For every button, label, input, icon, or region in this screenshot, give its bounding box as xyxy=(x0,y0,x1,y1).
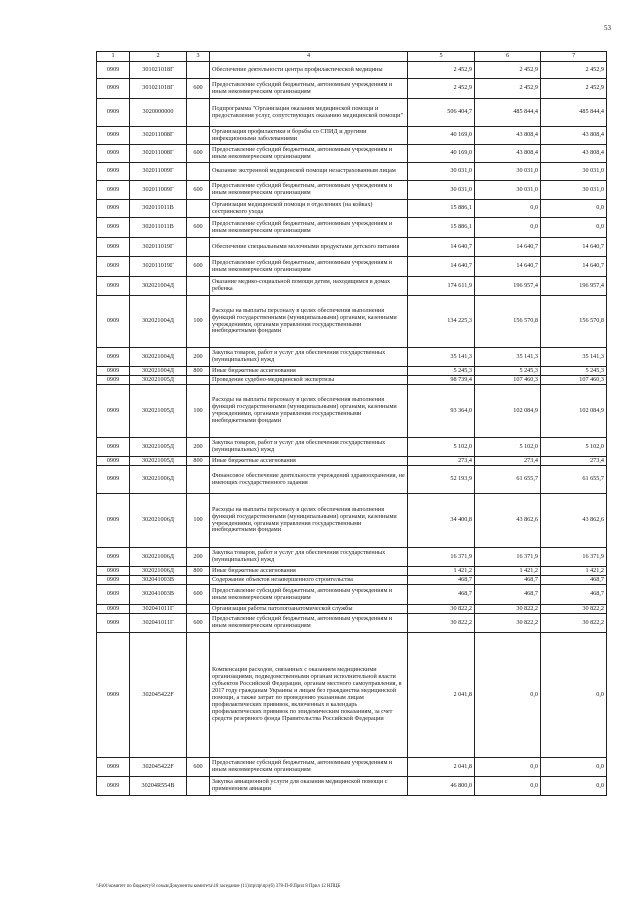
description-cell: Расходы на выплаты персоналу в целях обеспечения выполнения функций государственными (муниципальными) органами, казенными учреждениями, органами управления государственными внебюджетными фондами xyxy=(210,385,408,438)
amount-year3-cell: 485 844,4 xyxy=(541,99,607,127)
table-row xyxy=(97,348,607,367)
description-cell: Закупка товаров, работ и услуг для обеспечения государственных (муниципальных) нужд xyxy=(210,438,408,457)
amount-year2-cell: 0,0 xyxy=(475,200,541,218)
expense-type-cell xyxy=(187,127,210,145)
amount-year2-cell: 0,0 xyxy=(475,633,541,758)
amount-year1-cell: 30 031,0 xyxy=(408,181,475,200)
table-row xyxy=(97,777,607,796)
expense-type-cell: 600 xyxy=(187,181,210,200)
target-article-cell: 302021005Д xyxy=(130,457,187,466)
expense-type-cell: 100 xyxy=(187,494,210,548)
target-article-cell: 302011019Г xyxy=(130,238,187,257)
amount-year2-cell: 61 655,7 xyxy=(475,466,541,494)
amount-year1-cell: 30 031,0 xyxy=(408,163,475,181)
description-cell: Проведение судебно-медицинской экспертизы xyxy=(210,376,408,385)
column-header: 2 xyxy=(130,52,187,62)
description-cell: Расходы на выплаты персоналу в целях обеспечения выполнения функций государственными (муниципальными) органами, казенными учреждениями, органами управления государственными внебюджетными фондами xyxy=(210,494,408,548)
amount-year3-cell: 156 570,8 xyxy=(541,296,607,348)
expense-type-cell: 800 xyxy=(187,567,210,576)
amount-year3-cell: 35 141,3 xyxy=(541,348,607,367)
description-cell: Предоставление субсидий бюджетным, автономным учреждениям и иным некоммерческим организациям xyxy=(210,585,408,605)
expense-type-cell: 600 xyxy=(187,614,210,633)
amount-year3-cell: 196 957,4 xyxy=(541,277,607,296)
amount-year2-cell: 5 245,3 xyxy=(475,367,541,376)
amount-year1-cell: 35 141,3 xyxy=(408,348,475,367)
table-row xyxy=(97,218,607,238)
amount-year1-cell: 34 400,8 xyxy=(408,494,475,548)
description-cell: Содержание объектов незавершенного строительства xyxy=(210,576,408,585)
target-article-cell: 302011009Г xyxy=(130,181,187,200)
table-row xyxy=(97,494,607,548)
amount-year1-cell: 468,7 xyxy=(408,585,475,605)
amount-year1-cell: 2 041,8 xyxy=(408,633,475,758)
expense-type-cell: 200 xyxy=(187,548,210,567)
section-code-cell: 0909 xyxy=(97,200,130,218)
amount-year1-cell: 14 640,7 xyxy=(408,238,475,257)
section-code-cell: 0909 xyxy=(97,438,130,457)
section-code-cell: 0909 xyxy=(97,385,130,438)
description-cell: Закупка товаров, работ и услуг для обеспечения государственных (муниципальных) нужд xyxy=(210,548,408,567)
amount-year3-cell: 30 822,2 xyxy=(541,605,607,614)
expense-type-cell xyxy=(187,376,210,385)
amount-year3-cell: 0,0 xyxy=(541,758,607,777)
amount-year1-cell: 1 421,2 xyxy=(408,567,475,576)
amount-year3-cell: 102 084,9 xyxy=(541,385,607,438)
section-code-cell: 0909 xyxy=(97,277,130,296)
table-row xyxy=(97,79,607,99)
column-header: 4 xyxy=(210,52,408,62)
amount-year1-cell: 273,4 xyxy=(408,457,475,466)
description-cell: Предоставление субсидий бюджетным, автономным учреждениям и иным некоммерческим организациям xyxy=(210,145,408,163)
amount-year2-cell: 1 421,2 xyxy=(475,567,541,576)
amount-year3-cell: 5 245,3 xyxy=(541,367,607,376)
description-cell: Предоставление субсидий бюджетным, автономным учреждениям и иным некоммерческим организациям xyxy=(210,218,408,238)
section-code-cell: 0909 xyxy=(97,567,130,576)
expense-type-cell: 200 xyxy=(187,438,210,457)
table-row xyxy=(97,633,607,758)
section-code-cell: 0909 xyxy=(97,99,130,127)
amount-year3-cell: 0,0 xyxy=(541,218,607,238)
amount-year2-cell: 43 862,6 xyxy=(475,494,541,548)
file-path-footer: \\Fs01\комитет по бюджету\8 созыв\Документы комитета\18 заседание (11)\пр\пр\пр\(б) 378-П-б\Прил 8 Прил 12 НПЦБ xyxy=(96,884,341,889)
expense-type-cell: 800 xyxy=(187,457,210,466)
amount-year3-cell: 0,0 xyxy=(541,200,607,218)
expense-type-cell xyxy=(187,576,210,585)
amount-year2-cell: 30 822,2 xyxy=(475,605,541,614)
amount-year1-cell: 2 452,9 xyxy=(408,79,475,99)
description-cell: Закупка товаров, работ и услуг для обеспечения государственных (муниципальных) нужд xyxy=(210,348,408,367)
amount-year1-cell: 16 371,9 xyxy=(408,548,475,567)
description-cell: Организация медицинской помощи в отделениях (на койках) сестринского ухода xyxy=(210,200,408,218)
target-article-cell: 302041003В xyxy=(130,585,187,605)
section-code-cell: 0909 xyxy=(97,585,130,605)
amount-year2-cell: 35 141,3 xyxy=(475,348,541,367)
amount-year2-cell: 468,7 xyxy=(475,585,541,605)
description-cell: Иные бюджетные ассигнования xyxy=(210,457,408,466)
expense-type-cell xyxy=(187,466,210,494)
description-cell: Компенсация расходов, связанных с оказанием медицинскими организациями, подведомственными органам исполнительной власти субъектов Российской Федерации, органам местного самоуправления, в 2017 году гражданам Украины и лицам без гражданства медицинской помощи, а также затрат по проведению указанным лицам профилактических прививок, включенных в календарь профилактических прививок по эпидемическим показаниям, за счет средств резервного фонда Правительства Российской Федерации xyxy=(210,633,408,758)
description-cell: Предоставление субсидий бюджетным, автономным учреждениям и иным некоммерческим организациям xyxy=(210,614,408,633)
column-header: 3 xyxy=(187,52,210,62)
expense-type-cell: 600 xyxy=(187,145,210,163)
amount-year2-cell: 14 640,7 xyxy=(475,238,541,257)
amount-year3-cell: 2 452,9 xyxy=(541,62,607,79)
target-article-cell: 302041011Г xyxy=(130,614,187,633)
amount-year1-cell: 15 886,1 xyxy=(408,218,475,238)
expense-type-cell xyxy=(187,605,210,614)
amount-year3-cell: 468,7 xyxy=(541,585,607,605)
expense-type-cell: 600 xyxy=(187,218,210,238)
column-header: 5 xyxy=(408,52,475,62)
section-code-cell: 0909 xyxy=(97,367,130,376)
section-code-cell: 0909 xyxy=(97,758,130,777)
section-code-cell: 0909 xyxy=(97,145,130,163)
target-article-cell: 302021004Д xyxy=(130,277,187,296)
description-cell: Организация работы патологоанатомической службы xyxy=(210,605,408,614)
section-code-cell: 0909 xyxy=(97,614,130,633)
table-row xyxy=(97,438,607,457)
section-code-cell: 0909 xyxy=(97,576,130,585)
description-cell: Подпрограмма "Организация оказания медицинской помощи и предоставления услуг, сопутствующих оказанию медицинской помощи" xyxy=(210,99,408,127)
amount-year2-cell: 16 371,9 xyxy=(475,548,541,567)
target-article-cell: 302011008Г xyxy=(130,127,187,145)
target-article-cell: 302021004Д xyxy=(130,348,187,367)
description-cell: Иные бюджетные ассигнования xyxy=(210,567,408,576)
column-header: 7 xyxy=(541,52,607,62)
section-code-cell: 0909 xyxy=(97,127,130,145)
expense-type-cell xyxy=(187,99,210,127)
amount-year3-cell: 30 031,0 xyxy=(541,163,607,181)
table-row xyxy=(97,585,607,605)
target-article-cell: 301021018Г xyxy=(130,79,187,99)
target-article-cell: 302021005Д xyxy=(130,438,187,457)
table-row xyxy=(97,567,607,576)
table-row xyxy=(97,277,607,296)
expense-type-cell: 600 xyxy=(187,758,210,777)
amount-year1-cell: 46 800,0 xyxy=(408,777,475,796)
target-article-cell: 30204R554В xyxy=(130,777,187,796)
section-code-cell: 0909 xyxy=(97,376,130,385)
description-cell: Предоставление субсидий бюджетным, автономным учреждениям и иным некоммерческим организациям xyxy=(210,79,408,99)
description-cell: Организация профилактики и борьбы со СПИД и другими инфекционными заболеваниями xyxy=(210,127,408,145)
amount-year1-cell: 40 169,0 xyxy=(408,145,475,163)
expense-type-cell xyxy=(187,163,210,181)
amount-year3-cell: 61 655,7 xyxy=(541,466,607,494)
target-article-cell: 302041003В xyxy=(130,576,187,585)
table-row xyxy=(97,181,607,200)
amount-year3-cell: 30 031,0 xyxy=(541,181,607,200)
amount-year1-cell: 93 364,0 xyxy=(408,385,475,438)
amount-year3-cell: 43 808,4 xyxy=(541,145,607,163)
table-row xyxy=(97,257,607,277)
amount-year2-cell: 43 808,4 xyxy=(475,145,541,163)
table-row xyxy=(97,99,607,127)
table-row xyxy=(97,376,607,385)
column-header: 6 xyxy=(475,52,541,62)
section-code-cell: 0909 xyxy=(97,777,130,796)
section-code-cell: 0909 xyxy=(97,494,130,548)
section-code-cell: 0909 xyxy=(97,605,130,614)
amount-year1-cell: 30 822,2 xyxy=(408,605,475,614)
description-cell: Обеспечение деятельности центра профилактической медицины xyxy=(210,62,408,79)
table-row xyxy=(97,296,607,348)
table-row xyxy=(97,238,607,257)
target-article-cell: 302021004Д xyxy=(130,296,187,348)
table-row xyxy=(97,576,607,585)
table-row xyxy=(97,758,607,777)
target-article-cell: 301021018Г xyxy=(130,62,187,79)
table-row xyxy=(97,62,607,79)
table-row xyxy=(97,163,607,181)
amount-year1-cell: 174 611,9 xyxy=(408,277,475,296)
amount-year2-cell: 273,4 xyxy=(475,457,541,466)
amount-year1-cell: 468,7 xyxy=(408,576,475,585)
table-row xyxy=(97,385,607,438)
expense-type-cell xyxy=(187,277,210,296)
target-article-cell: 302011008Г xyxy=(130,145,187,163)
section-code-cell: 0909 xyxy=(97,348,130,367)
table-row xyxy=(97,614,607,633)
section-code-cell: 0909 xyxy=(97,457,130,466)
amount-year2-cell: 2 452,9 xyxy=(475,62,541,79)
table-row xyxy=(97,145,607,163)
description-cell: Закупка авиационной услуги для оказания медицинской помощи с применением авиации xyxy=(210,777,408,796)
amount-year1-cell: 40 169,0 xyxy=(408,127,475,145)
amount-year2-cell: 0,0 xyxy=(475,218,541,238)
target-article-cell: 302011009Г xyxy=(130,163,187,181)
section-code-cell: 0909 xyxy=(97,633,130,758)
amount-year2-cell: 30 031,0 xyxy=(475,181,541,200)
amount-year3-cell: 1 421,2 xyxy=(541,567,607,576)
table-row xyxy=(97,367,607,376)
amount-year3-cell: 0,0 xyxy=(541,633,607,758)
target-article-cell: 302041011Г xyxy=(130,605,187,614)
section-code-cell: 0909 xyxy=(97,238,130,257)
target-article-cell: 302011019Г xyxy=(130,257,187,277)
amount-year3-cell: 2 452,9 xyxy=(541,79,607,99)
section-code-cell: 0909 xyxy=(97,181,130,200)
amount-year2-cell: 485 844,4 xyxy=(475,99,541,127)
amount-year3-cell: 0,0 xyxy=(541,777,607,796)
amount-year1-cell: 5 102,0 xyxy=(408,438,475,457)
amount-year2-cell: 0,0 xyxy=(475,777,541,796)
amount-year2-cell: 468,7 xyxy=(475,576,541,585)
target-article-cell: 302021006Д xyxy=(130,466,187,494)
table-row xyxy=(97,605,607,614)
expense-type-cell xyxy=(187,633,210,758)
amount-year1-cell: 98 739,4 xyxy=(408,376,475,385)
expense-type-cell: 600 xyxy=(187,585,210,605)
description-cell: Иные бюджетные ассигнования xyxy=(210,367,408,376)
amount-year2-cell: 14 640,7 xyxy=(475,257,541,277)
column-header: 1 xyxy=(97,52,130,62)
section-code-cell: 0909 xyxy=(97,257,130,277)
section-code-cell: 0909 xyxy=(97,548,130,567)
expense-type-cell xyxy=(187,200,210,218)
section-code-cell: 0909 xyxy=(97,218,130,238)
expense-type-cell: 600 xyxy=(187,79,210,99)
description-cell: Расходы на выплаты персоналу в целях обеспечения выполнения функций государственными (муниципальными) органами, казенными учреждениями, органами управления государственными внебюджетными фондами xyxy=(210,296,408,348)
table-row xyxy=(97,466,607,494)
expense-type-cell: 600 xyxy=(187,257,210,277)
amount-year3-cell: 14 640,7 xyxy=(541,238,607,257)
amount-year2-cell: 30 822,2 xyxy=(475,614,541,633)
amount-year2-cell: 102 084,9 xyxy=(475,385,541,438)
amount-year2-cell: 0,0 xyxy=(475,758,541,777)
table-row xyxy=(97,548,607,567)
target-article-cell: 3020000000 xyxy=(130,99,187,127)
amount-year3-cell: 14 640,7 xyxy=(541,257,607,277)
amount-year3-cell: 107 460,3 xyxy=(541,376,607,385)
description-cell: Предоставление субсидий бюджетным, автономным учреждениям и иным некоммерческим организациям xyxy=(210,257,408,277)
amount-year2-cell: 5 102,0 xyxy=(475,438,541,457)
description-cell: Предоставление субсидий бюджетным, автономным учреждениям и иным некоммерческим организациям xyxy=(210,181,408,200)
amount-year1-cell: 134 225,3 xyxy=(408,296,475,348)
amount-year1-cell: 30 822,2 xyxy=(408,614,475,633)
amount-year2-cell: 107 460,3 xyxy=(475,376,541,385)
target-article-cell: 302021004Д xyxy=(130,367,187,376)
expense-type-cell xyxy=(187,62,210,79)
section-code-cell: 0909 xyxy=(97,62,130,79)
expense-type-cell xyxy=(187,777,210,796)
amount-year1-cell: 52 193,9 xyxy=(408,466,475,494)
amount-year3-cell: 43 808,4 xyxy=(541,127,607,145)
target-article-cell: 302021006Д xyxy=(130,567,187,576)
table-row xyxy=(97,127,607,145)
budget-table xyxy=(96,51,607,796)
amount-year1-cell: 2 452,9 xyxy=(408,62,475,79)
expense-type-cell: 200 xyxy=(187,348,210,367)
expense-type-cell: 800 xyxy=(187,367,210,376)
amount-year3-cell: 16 371,9 xyxy=(541,548,607,567)
section-code-cell: 0909 xyxy=(97,466,130,494)
amount-year2-cell: 30 031,0 xyxy=(475,163,541,181)
amount-year2-cell: 156 570,8 xyxy=(475,296,541,348)
amount-year2-cell: 43 808,4 xyxy=(475,127,541,145)
expense-type-cell: 100 xyxy=(187,385,210,438)
section-code-cell: 0909 xyxy=(97,163,130,181)
target-article-cell: 302021006Д xyxy=(130,548,187,567)
target-article-cell: 302011011В xyxy=(130,200,187,218)
table-row xyxy=(97,200,607,218)
amount-year1-cell: 506 404,7 xyxy=(408,99,475,127)
description-cell: Предоставление субсидий бюджетным, автономным учреждениям и иным некоммерческим организациям xyxy=(210,758,408,777)
table-row xyxy=(97,457,607,466)
target-article-cell: 302021005Д xyxy=(130,376,187,385)
section-code-cell: 0909 xyxy=(97,79,130,99)
table-header-row xyxy=(97,52,607,62)
description-cell: Оказание экстренной медицинской помощи незастрахованным лицам xyxy=(210,163,408,181)
description-cell: Финансовое обеспечение деятельности учреждений здравоохранения, не имеющих государственного задания xyxy=(210,466,408,494)
amount-year2-cell: 2 452,9 xyxy=(475,79,541,99)
amount-year3-cell: 273,4 xyxy=(541,457,607,466)
description-cell: Оказание медико-социальной помощи детям, находящимся в домах ребенка xyxy=(210,277,408,296)
page-number: 53 xyxy=(604,24,611,32)
description-cell: Обеспечение специальными молочными продуктами детского питания xyxy=(210,238,408,257)
amount-year3-cell: 5 102,0 xyxy=(541,438,607,457)
expense-type-cell xyxy=(187,238,210,257)
section-code-cell: 0909 xyxy=(97,296,130,348)
amount-year3-cell: 30 822,2 xyxy=(541,614,607,633)
target-article-cell: 302021006Д xyxy=(130,494,187,548)
amount-year2-cell: 196 957,4 xyxy=(475,277,541,296)
target-article-cell: 302011011В xyxy=(130,218,187,238)
expense-type-cell: 100 xyxy=(187,296,210,348)
amount-year1-cell: 5 245,3 xyxy=(408,367,475,376)
target-article-cell: 302045422F xyxy=(130,758,187,777)
amount-year1-cell: 15 886,1 xyxy=(408,200,475,218)
target-article-cell: 302045422F xyxy=(130,633,187,758)
amount-year1-cell: 14 640,7 xyxy=(408,257,475,277)
amount-year3-cell: 43 862,6 xyxy=(541,494,607,548)
amount-year3-cell: 468,7 xyxy=(541,576,607,585)
amount-year1-cell: 2 041,8 xyxy=(408,758,475,777)
target-article-cell: 302021005Д xyxy=(130,385,187,438)
